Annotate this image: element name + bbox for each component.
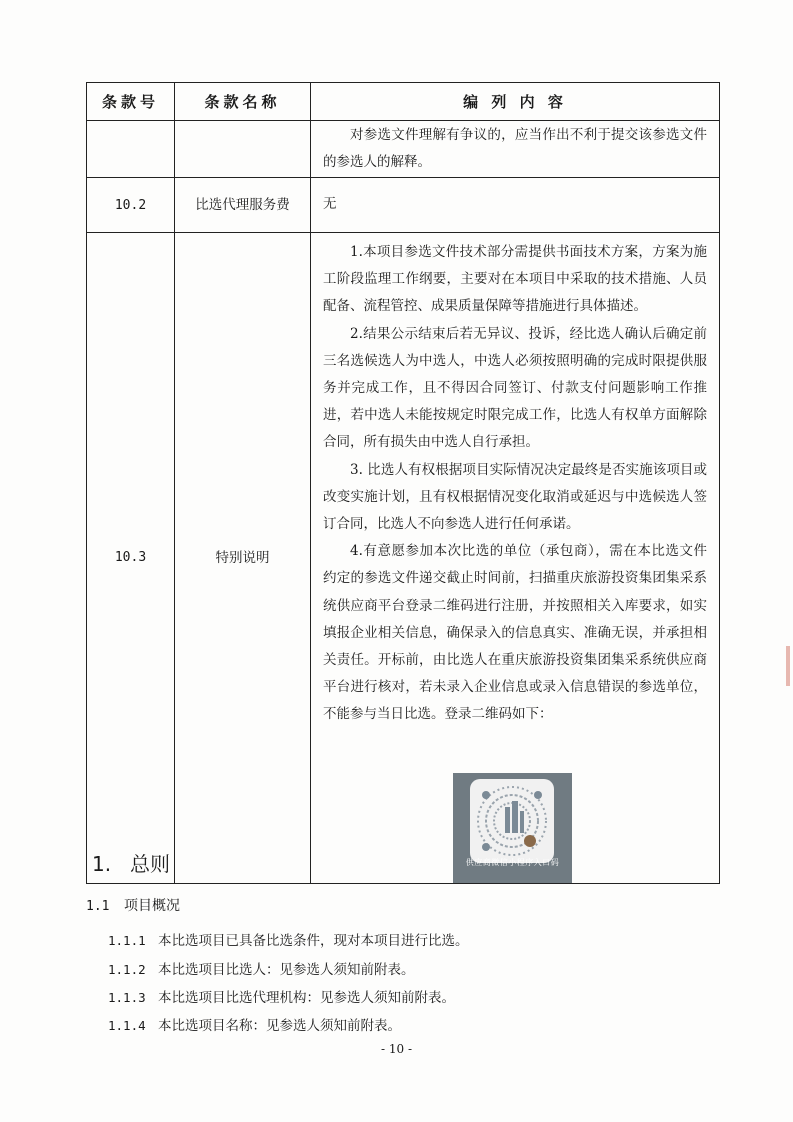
clause-name <box>175 121 311 178</box>
clause-no <box>87 121 175 178</box>
section-number: 1. <box>92 852 112 876</box>
content-paragraph: 4.有意愿参加本次比选的单位（承包商），需在本比选文件约定的参选文件递交截止时间前，扫描重庆旅游投资集团集采系统供应商平台登录二维码进行注册，并按照相关入库要求，如实填报企业相关信息，确保录入的信息真实、准确无误，并承担相关责任。开标前，由比选人在重庆旅游投资集团集采系统供应商平台进行核对，若未录入企业信息或录入信息错误的参选单位，不能参与当日比选。登录二维码如下： <box>323 543 707 723</box>
list-item <box>108 1014 401 1034</box>
clause-name: 比选代理服务费 <box>175 178 311 233</box>
clause-content <box>311 233 720 884</box>
subsection-number: 1.1 <box>86 899 110 914</box>
table-row <box>87 233 720 884</box>
item-text: 本比选项目比选人：见参选人须知前附表。 <box>158 962 415 978</box>
subsection-title: 项目概况 <box>124 898 180 914</box>
item-number: 1.1.4 <box>108 1018 146 1033</box>
clause-no: 10.3 <box>87 233 175 884</box>
table-row <box>87 178 720 233</box>
item-number: 1.1.1 <box>108 933 146 948</box>
section-title: 总则 <box>130 852 170 876</box>
header-clause-name: 条款名称 <box>175 83 311 121</box>
item-number: 1.1.3 <box>108 990 146 1005</box>
clause-content <box>311 178 720 233</box>
list-item <box>108 929 469 949</box>
list-item <box>108 958 415 978</box>
content-paragraph: 1.本项目参选文件技术部分需提供书面技术方案，方案为施工阶段监理工作纲要，主要对在本项目中采取的技术措施、人员配备、流程管控、成果质量保障等措施进行具体描述。 <box>323 244 707 315</box>
clause-content <box>311 121 720 178</box>
scan-edge-mark <box>786 646 790 686</box>
content-paragraph: 3. 比选人有权根据项目实际情况决定最终是否实施该项目或改变实施计划，且有权根据情况变化取消或延迟与中选候选人签订合同，比选人不向参选人进行任何承诺。 <box>323 461 707 533</box>
header-clause-no: 条款号 <box>87 83 175 121</box>
item-text: 本比选项目名称：见参选人须知前附表。 <box>158 1018 401 1034</box>
item-text: 本比选项目已具备比选条件，现对本项目进行比选。 <box>158 933 469 949</box>
header-content: 编 列 内 容 <box>311 83 720 121</box>
table-header-row <box>87 83 720 121</box>
item-number: 1.1.2 <box>108 962 146 977</box>
content-paragraph: 对参选文件理解有争议的，应当作出不利于提交该参选文件的参选人的解释。 <box>323 126 707 170</box>
content-paragraph: 无 <box>323 196 337 213</box>
clause-table <box>86 82 720 884</box>
section-heading <box>92 848 170 877</box>
qr-code-image <box>453 773 572 883</box>
clause-name: 特别说明 <box>175 233 311 884</box>
content-paragraph: 2.结果公示结束后若无异议、投诉，经比选人确认后确定前三名选候选人为中选人，中选人必须按照明确的完成时限提供服务并完成工作，且不得因合同签订、付款支付问题影响工作推进，若中选人未能按规定时限完成工作，比选人有权单方面解除合同，所有损失由中选人自行承担。 <box>323 325 707 451</box>
item-text: 本比选项目比选代理机构：见参选人须知前附表。 <box>158 990 455 1006</box>
list-item <box>108 986 455 1006</box>
page-number: - 10 - <box>380 1042 412 1056</box>
clause-no: 10.2 <box>87 178 175 233</box>
table-row <box>87 121 720 178</box>
subsection-heading <box>86 895 180 915</box>
qr-caption: 供应商微信小程序入口码 <box>465 858 560 868</box>
